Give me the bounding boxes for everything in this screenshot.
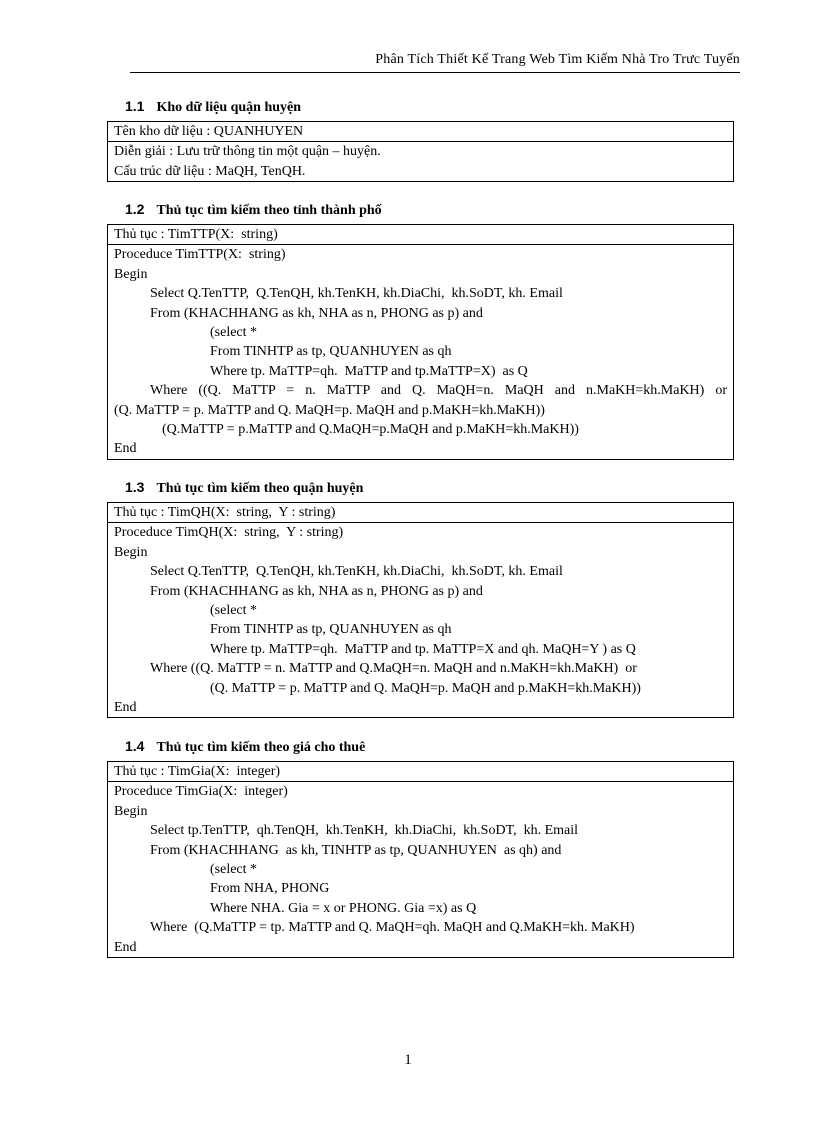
table-row [108, 245, 733, 458]
section-title: Kho dữ liệu quận huyện [156, 100, 302, 115]
section-heading [125, 479, 734, 497]
section-number: 1.1 [125, 98, 145, 114]
procedure-signature: Thủ tục : TimGia(X: integer) [114, 764, 281, 779]
table-row [108, 762, 733, 782]
section-number: 1.2 [125, 201, 145, 217]
running-header: Phân Tích Thiết Kế Trang Web Tìm Kiếm Nhà Tro Trưc Tuyến [375, 52, 740, 67]
code-line: (select * [210, 325, 258, 341]
section-number: 1.4 [125, 738, 145, 754]
code-line: Begin [114, 803, 148, 819]
code-line: Where (Q.MaTTP = tp. MaTTP and Q. MaQH=qh. MaQH and Q.MaKH=kh. MaKH) [150, 920, 635, 936]
code-line: From (KHACHHANG as kh, NHA as n, PHONG as p) and [150, 305, 483, 321]
code-line: From NHA, PHONG [210, 881, 330, 897]
code-line: End [114, 700, 137, 716]
code-line: Where ((Q. MaTTP = n. MaTTP and Q.MaQH=n. MaQH and n.MaKH=kh.MaKH) or [150, 661, 637, 677]
table-row [108, 503, 733, 523]
code-line: Select Q.TenTTP, Q.TenQH, kh.TenKH, kh.DiaChi, kh.SoDT, kh. Email [150, 564, 563, 580]
description-line: Diễn giải : Lưu trữ thông tin một quận – huyện. [114, 144, 381, 160]
section-heading [125, 738, 734, 756]
procedure-signature: Thủ tục : TimQH(X: string, Y : string) [114, 505, 336, 520]
page-number: 1 [404, 1052, 412, 1068]
code-line: Proceduce TimQH(X: string, Y : string) [114, 525, 344, 541]
code-line: Proceduce TimTTP(X: string) [114, 247, 286, 263]
code-line: (select * [210, 862, 258, 878]
table-row [108, 225, 733, 245]
section-1-2 [107, 201, 734, 460]
code-line: Select Q.TenTTP, Q.TenQH, kh.TenKH, kh.DiaChi, kh.SoDT, kh. Email [150, 286, 563, 302]
section-1-1 [107, 98, 734, 182]
section-number: 1.3 [125, 479, 145, 495]
code-line: From TINHTP as tp, QUANHUYEN as qh [210, 622, 452, 638]
code-line: End [114, 939, 137, 955]
code-line: End [114, 441, 137, 457]
code-line: From TINHTP as tp, QUANHUYEN as qh [210, 344, 452, 360]
code-line: From (KHACHHANG as kh, TINHTP as tp, QUANHUYEN as qh) and [150, 842, 562, 858]
procedure-signature: Thủ tục : TimTTP(X: string) [114, 227, 278, 242]
table-row [108, 523, 733, 717]
table-row [108, 782, 733, 957]
code-line: Where ((Q. MaTTP = n. MaTTP and Q. MaQH=n. MaQH and n.MaKH=kh.MaKH) or [150, 383, 727, 399]
section-title: Thủ tục tìm kiếm theo tỉnh thành phố [156, 203, 382, 218]
header-rule [130, 72, 740, 73]
procedure-table [107, 224, 734, 460]
code-line: (Q. MaTTP = p. MaTTP and Q. MaQH=p. MaQH and p.MaKH=kh.MaKH)) [114, 402, 545, 418]
code-line: (Q. MaTTP = p. MaTTP and Q. MaQH=p. MaQH and p.MaKH=kh.MaKH)) [210, 680, 641, 696]
table-row [108, 142, 733, 181]
code-line: From (KHACHHANG as kh, NHA as n, PHONG as p) and [150, 583, 483, 599]
procedure-table [107, 502, 734, 718]
code-line: Begin [114, 544, 148, 560]
code-line: Where tp. MaTTP=qh. MaTTP and tp.MaTTP=X) as Q [210, 363, 528, 379]
section-heading [125, 201, 734, 219]
section-1-4 [107, 738, 734, 958]
code-line: Where tp. MaTTP=qh. MaTTP and tp. MaTTP=X and qh. MaQH=Y ) as Q [210, 641, 636, 657]
section-title: Thủ tục tìm kiếm theo giá cho thuê [156, 740, 366, 755]
code-line: Begin [114, 266, 148, 282]
code-line: (Q.MaTTP = p.MaTTP and Q.MaQH=p.MaQH and p.MaKH=kh.MaKH)) [162, 422, 579, 438]
spec-table [107, 121, 734, 182]
code-line: Select tp.TenTTP, qh.TenQH, kh.TenKH, kh.DiaChi, kh.SoDT, kh. Email [150, 823, 579, 839]
section-1-3 [107, 479, 734, 718]
code-line: (select * [210, 603, 258, 619]
structure-line: Cấu trúc dữ liệu : MaQH, TenQH. [114, 163, 306, 179]
store-name-line: Tên kho dữ liệu : QUANHUYEN [114, 124, 304, 139]
section-heading [125, 98, 734, 116]
section-title: Thủ tục tìm kiếm theo quận huyện [156, 481, 364, 496]
procedure-table [107, 761, 734, 958]
table-row [108, 122, 733, 142]
code-line: Where NHA. Gia = x or PHONG. Gia =x) as Q [210, 900, 477, 916]
code-line: Proceduce TimGia(X: integer) [114, 784, 288, 800]
